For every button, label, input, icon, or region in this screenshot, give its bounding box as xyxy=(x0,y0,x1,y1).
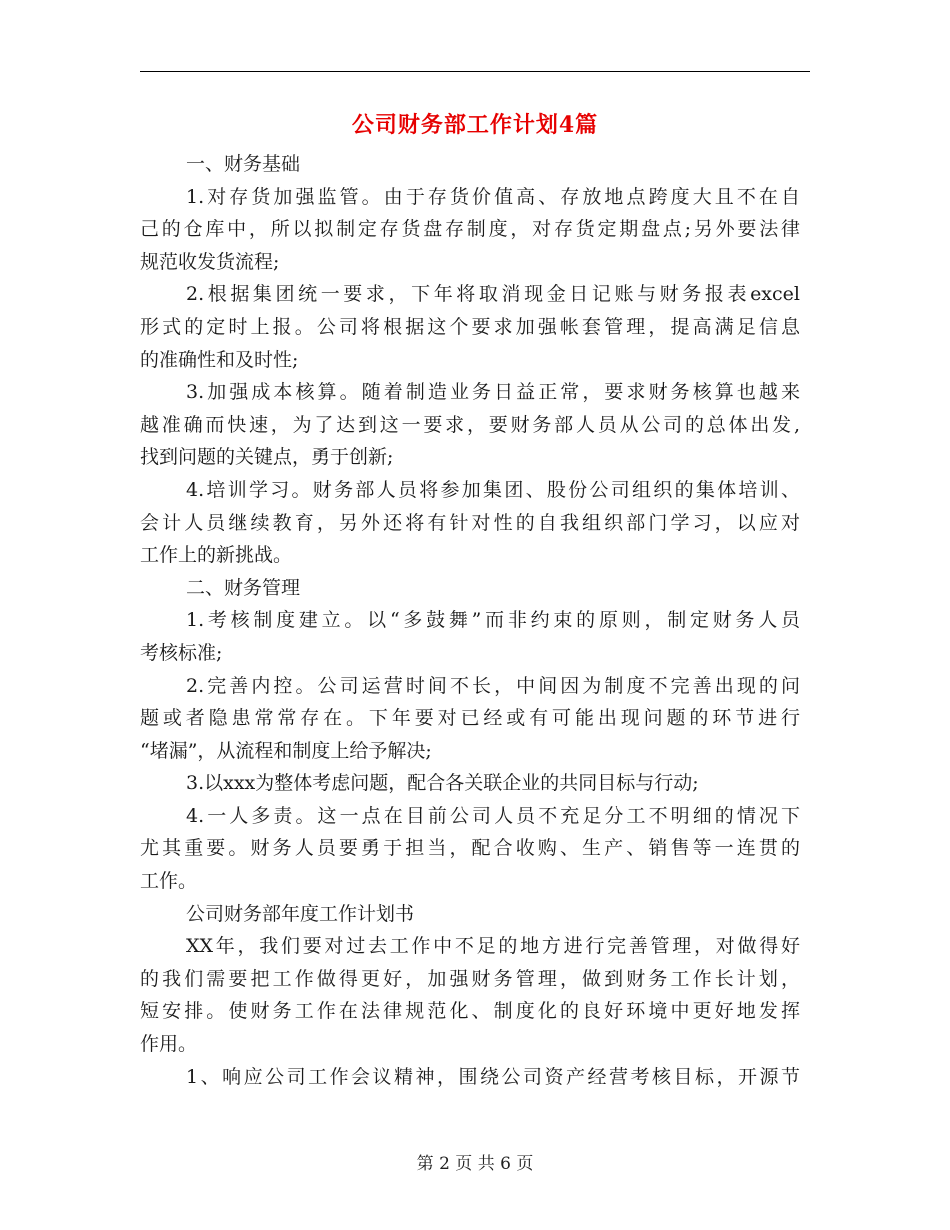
paragraph-line: 工作。 xyxy=(140,870,198,893)
paragraph-line: 题或者隐患常常存在。下年要对已经或有可能出现问题的环节进行 xyxy=(140,707,800,730)
paragraph-line: 作用。 xyxy=(140,1033,198,1056)
paragraph-line: 的准确性和及时性; xyxy=(140,348,299,371)
paragraph-line: 短安排。使财务工作在法律规范化、制度化的良好环境中更好地发挥 xyxy=(140,1000,800,1023)
paragraph-line: 找到问题的关键点，勇于创新; xyxy=(140,446,394,469)
paragraph-line: 会计人员继续教育，另外还将有针对性的自我组织部门学习，以应对 xyxy=(140,511,800,534)
paragraph-line: 形式的定时上报。公司将根据这个要求加强帐套管理，提高满足信息 xyxy=(140,315,800,338)
paragraph-line: XX年，我们要对过去工作中不足的地方进行完善管理，对做得好 xyxy=(186,935,800,958)
paragraph-line: 考核标准; xyxy=(140,641,223,664)
paragraph-line: 4.一人多责。这一点在目前公司人员不充足分工不明细的情况下 xyxy=(186,804,800,827)
paragraph-line: 2.根据集团统一要求，下年将取消现金日记账与财务报表excel xyxy=(186,283,800,306)
document-body xyxy=(140,148,800,1093)
paragraph-line: 1、响应公司工作会议精神，围绕公司资产经营考核目标，开源节 xyxy=(186,1065,800,1088)
section-heading: 二、财务管理 xyxy=(186,576,301,599)
paragraph-line: 2.完善内控。公司运营时间不长，中间因为制度不完善出现的问 xyxy=(186,674,800,697)
page-footer: 第 2 页 共 6 页 xyxy=(416,1154,534,1174)
paragraph-line: 越准确而快速，为了达到这一要求，要财务部人员从公司的总体出发, xyxy=(140,413,800,436)
paragraph-line: 的我们需要把工作做得更好，加强财务管理，做到财务工作长计划， xyxy=(140,967,800,990)
section-heading: 公司财务部年度工作计划书 xyxy=(186,902,415,925)
paragraph-line: 3.以xxx为整体考虑问题，配合各关联企业的共同目标与行动; xyxy=(186,772,699,795)
paragraph-line: 3.加强成本核算。随着制造业务日益正常，要求财务核算也越来 xyxy=(186,381,800,404)
document-title: 公司财务部工作计划4篇 xyxy=(351,112,599,138)
paragraph-line: 尤其重要。财务人员要勇于担当，配合收购、生产、销售等一连贯的 xyxy=(140,837,800,860)
paragraph-line: 4.培训学习。财务部人员将参加集团、股份公司组织的集体培训、 xyxy=(186,478,800,501)
paragraph-line: 工作上的新挑战。 xyxy=(140,544,293,567)
paragraph-line: “堵漏”，从流程和制度上给予解决; xyxy=(140,739,432,762)
paragraph-line: 规范收发货流程; xyxy=(140,250,280,273)
paragraph-line: 己的仓库中，所以拟制定存货盘存制度，对存货定期盘点;另外要法律 xyxy=(140,218,800,241)
section-heading: 一、财务基础 xyxy=(186,153,301,175)
paragraph-line: 1.考核制度建立。以“多鼓舞”而非约束的原则，制定财务人员 xyxy=(186,609,800,632)
header-rule xyxy=(140,71,810,72)
paragraph-line: 1.对存货加强监管。由于存货价值高、存放地点跨度大且不在自 xyxy=(186,185,800,208)
